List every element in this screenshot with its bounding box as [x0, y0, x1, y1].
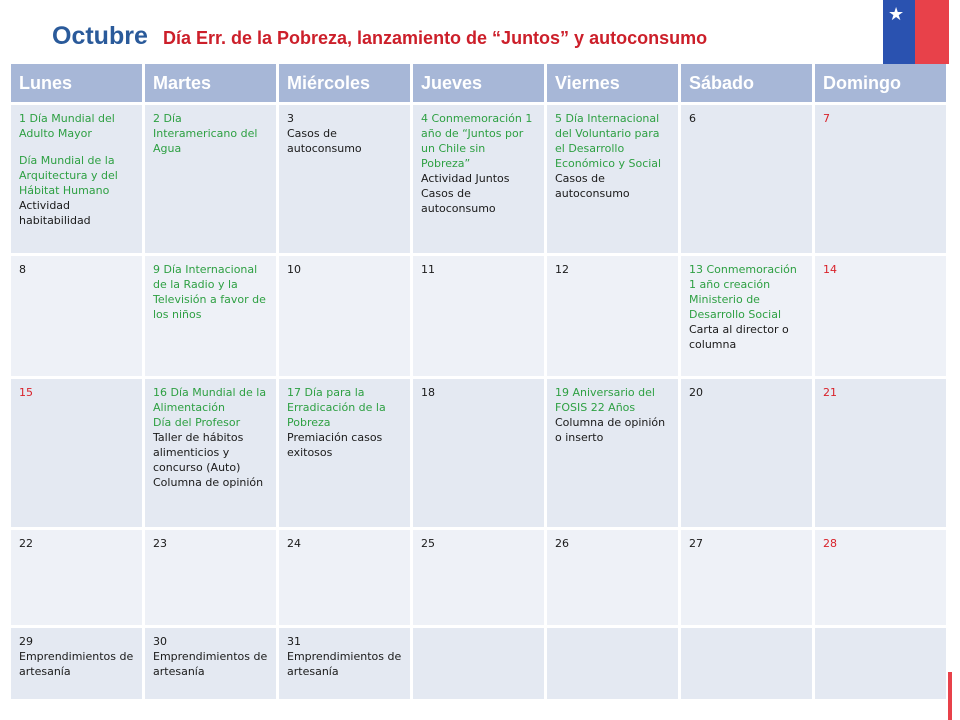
day-cell: [413, 256, 547, 379]
activity-text: Actividad habitabilidad: [19, 199, 91, 227]
header-jueves: Jueves: [413, 64, 547, 105]
activity-text: Casos de autoconsumo: [287, 127, 362, 155]
week-row: [11, 628, 949, 702]
week-row: [11, 105, 949, 256]
day-cell: [145, 379, 279, 530]
activity-text: Columna de opinión o inserto: [555, 416, 666, 444]
day-cell: [815, 530, 949, 628]
day-number: 7: [823, 112, 830, 125]
header-martes: Martes: [145, 64, 279, 105]
week-row: [11, 256, 949, 379]
day-number: 15: [19, 386, 33, 399]
activity-text: Columna de opinión: [153, 476, 264, 489]
day-cell: [681, 105, 815, 256]
header-lunes: Lunes: [11, 64, 145, 105]
day-number: 26: [555, 537, 569, 550]
event-text: 19 Aniversario del FOSIS 22 Años: [555, 386, 655, 414]
activity-text: Casos de autoconsumo: [555, 172, 630, 200]
activity-text: Casos de autoconsumo: [421, 187, 496, 215]
day-number: 27: [689, 537, 703, 550]
day-number: 25: [421, 537, 435, 550]
day-cell: [547, 628, 681, 702]
event-text: 17 Día para la Erradicación de la Pobreza: [287, 386, 386, 429]
week-row: [11, 379, 949, 530]
flag-red-field: [915, 0, 949, 64]
event-text: 1 Día Mundial del Adulto Mayor: [19, 112, 115, 140]
day-cell: [11, 379, 145, 530]
day-cell: [279, 530, 413, 628]
day-cell: [11, 628, 145, 702]
day-cell: [815, 628, 949, 702]
day-number: 31: [287, 635, 301, 648]
star-icon: ★: [888, 4, 905, 25]
day-number: 22: [19, 537, 33, 550]
day-cell: [11, 530, 145, 628]
event-text: 4 Conmemoración 1 año de “Juntos por un Chile sin Pobreza”: [421, 112, 533, 170]
day-cell: [681, 379, 815, 530]
day-cell: [413, 379, 547, 530]
chile-flag-icon: [883, 0, 949, 64]
day-cell: [279, 256, 413, 379]
header-domingo: Domingo: [815, 64, 949, 105]
day-number: 24: [287, 537, 301, 550]
day-cell: [547, 379, 681, 530]
day-cell: [681, 256, 815, 379]
day-number: 30: [153, 635, 167, 648]
day-number: 29: [19, 635, 33, 648]
day-number: 12: [555, 263, 569, 276]
day-cell: [413, 105, 547, 256]
day-cell: [815, 379, 949, 530]
activity-text: Emprendimientos de artesanía: [287, 650, 402, 678]
day-cell: [279, 628, 413, 702]
activity-text: Taller de hábitos alimenticios y concurso (Auto): [153, 431, 244, 474]
red-edge-tab: [948, 672, 952, 720]
event-text: Día Mundial de la Arquitectura y del Hábitat Humano: [19, 154, 118, 197]
event-text: 2 Día Interamericano del Agua: [153, 112, 258, 155]
calendar-table: [11, 64, 949, 702]
day-number: 8: [19, 263, 26, 276]
header-viernes: Viernes: [547, 64, 681, 105]
activity-text: Emprendimientos de artesanía: [153, 650, 268, 678]
day-cell: [815, 105, 949, 256]
activity-text: Emprendimientos de artesanía: [19, 650, 134, 678]
event-text: 5 Día Internacional del Voluntario para el Desarrollo Económico y Social: [555, 112, 662, 170]
day-number: 18: [421, 386, 435, 399]
day-cell: [413, 628, 547, 702]
day-number: 10: [287, 263, 301, 276]
day-cell: [547, 105, 681, 256]
day-cell: [11, 105, 145, 256]
day-number: 20: [689, 386, 703, 399]
day-cell: [145, 530, 279, 628]
day-cell: [681, 530, 815, 628]
week-row: [11, 530, 949, 628]
day-number: 11: [421, 263, 435, 276]
event-text: 16 Día Mundial de la Alimentación: [153, 386, 267, 414]
month-title: Octubre: [52, 22, 148, 50]
day-number: 14: [823, 263, 837, 276]
page-title: [52, 22, 707, 51]
day-cell: [279, 379, 413, 530]
event-text: 13 Conmemoración 1 año creación Ministerio de Desarrollo Social: [689, 263, 797, 321]
day-number: 3: [287, 112, 294, 125]
day-cell: [279, 105, 413, 256]
day-cell: [145, 628, 279, 702]
event-text: Día del Profesor: [153, 416, 241, 429]
header-miercoles: Miércoles: [279, 64, 413, 105]
day-cell: [547, 530, 681, 628]
day-cell: [681, 628, 815, 702]
activity-text: Carta al director o columna: [689, 323, 789, 351]
header-sabado: Sábado: [681, 64, 815, 105]
month-subtitle: Día Err. de la Pobreza, lanzamiento de “Juntos” y autoconsumo: [162, 28, 708, 48]
day-cell: [145, 256, 279, 379]
day-cell: [11, 256, 145, 379]
day-cell: [815, 256, 949, 379]
day-number: 28: [823, 537, 837, 550]
day-number: 6: [689, 112, 696, 125]
activity-text: Actividad Juntos: [421, 172, 510, 185]
day-cell: [413, 530, 547, 628]
activity-text: Premiación casos exitosos: [287, 431, 383, 459]
day-number: 23: [153, 537, 167, 550]
day-cell: [547, 256, 681, 379]
weekday-header-row: [11, 64, 949, 105]
event-text: 9 Día Internacional de la Radio y la Televisión a favor de los niños: [153, 263, 266, 321]
day-number: 21: [823, 386, 837, 399]
day-cell: [145, 105, 279, 256]
